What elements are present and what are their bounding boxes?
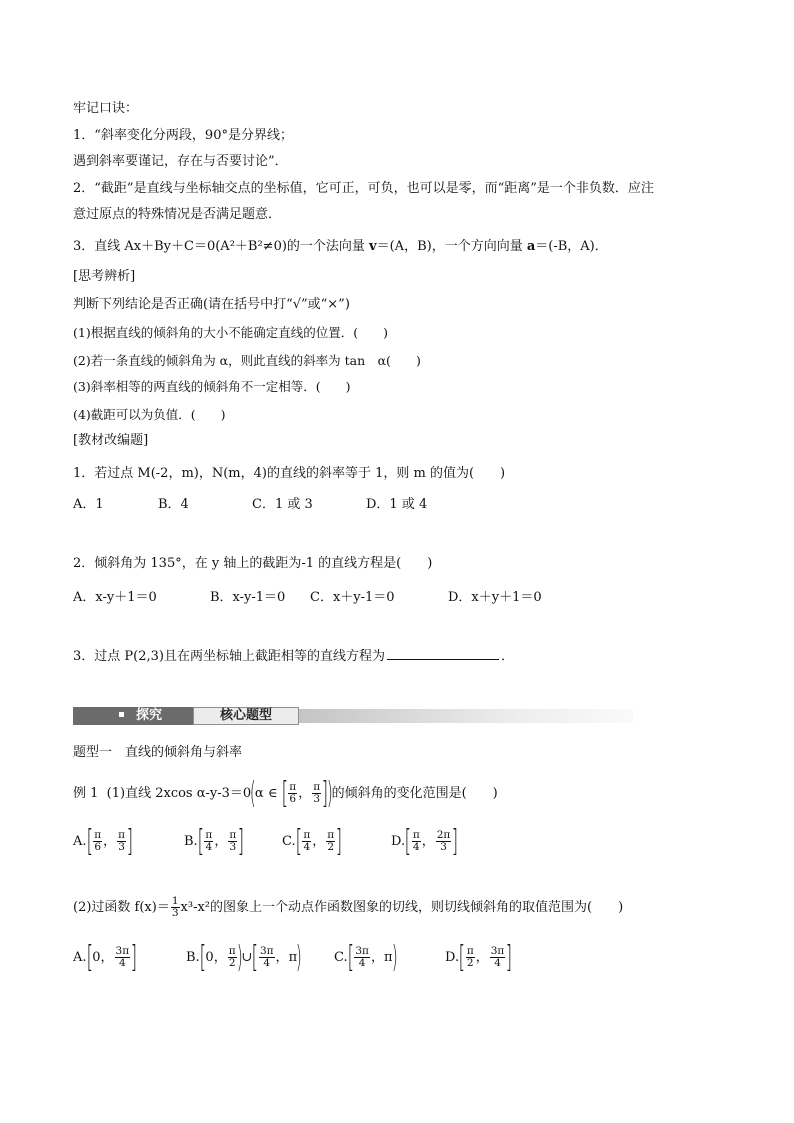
banner-tab-explore <box>73 707 193 725</box>
section-banner <box>73 707 633 727</box>
think-intro: 判断下列结论是否正确(请在括号中打“√”或“×”) <box>73 297 350 312</box>
part-1-option-c: C.[ $\frac{\pi}{4}$ ， $\frac{\pi}{2}$ ] <box>282 823 343 859</box>
mnemonic-item-1-line-1: 1．“斜率变化分两段，90°是分界线； <box>73 128 293 143</box>
fraction-one-third: $\frac{1}{3}$ <box>171 895 179 919</box>
paren-close: ) <box>326 775 333 811</box>
bracket-close: ] <box>321 775 329 811</box>
question-1-option-c: C．1 或 3 <box>252 497 313 512</box>
part-2-option-b: B.[0， $\frac{\pi}{2}$ )∪[ $\frac{3\pi}{4}$ ，π) <box>186 939 302 975</box>
think-item-3: (3)斜率相等的两直线的倾斜角不一定相等．( ) <box>73 379 351 394</box>
question-3-end: ． <box>500 649 514 664</box>
fraction-pi-over-6: $\frac{\pi}{6}$ <box>289 781 297 805</box>
question-2-option-b: B．x-y-1＝0 <box>210 590 286 605</box>
mnemonic-item-2-line-2: 意过原点的特殊情况是否满足题意． <box>73 207 282 222</box>
think-item-4: (4)截距可以为负值．( ) <box>73 407 226 422</box>
question-1-option-a: A．1 <box>73 497 104 512</box>
example-1-part-1-pre: (1)直线 2xcos α-y-3＝0 <box>106 786 252 801</box>
fraction-pi-over-3: $\frac{\pi}{3}$ <box>313 781 321 805</box>
example-1-part-1-post: 的倾斜角的变化范围是( ) <box>331 786 498 801</box>
direction-vector-symbol: a <box>526 239 536 254</box>
question-1-stem: 1．若过点 M(-2，m)，N(m，4)的直线的斜率等于 1，则 m 的值为( ) <box>73 466 506 481</box>
mnemonic-item-1-line-2: 遇到斜率要谨记，存在与否要讨论”． <box>73 154 288 169</box>
question-3 <box>73 647 514 666</box>
mnemonic-heading: 牢记口诀： <box>73 101 139 116</box>
answer-blank[interactable] <box>387 647 499 660</box>
think-item-2: (2)若一条直线的倾斜角为 α，则此直线的斜率为 tan α( ) <box>73 353 421 368</box>
example-1-part-2-post: x³-x²的图象上一个动点作函数图象的切线，则切线倾斜角的取值范围为( ) <box>180 900 624 915</box>
example-1-part-1 <box>73 775 498 811</box>
bracket-open: [ <box>281 775 288 811</box>
part-2-option-c: C.[ $\frac{3\pi}{4}$ ，π) <box>334 939 398 975</box>
comma: ， <box>298 786 312 801</box>
mnemonic-item-3-post: ＝(-B，A)． <box>535 239 608 254</box>
example-1-part-2-pre: (2)过函数 f(x)＝ <box>73 900 170 915</box>
question-2-option-d: D．x＋y＋1＝0 <box>448 590 542 605</box>
question-2-option-c: C．x＋y-1＝0 <box>310 590 395 605</box>
mnemonic-item-2-line-1: 2．“截距”是直线与坐标轴交点的坐标值，它可正，可负，也可以是零，而“距离”是一个非负数．应注 <box>73 181 654 196</box>
banner-tab-core-types: 核心题型 <box>193 707 299 725</box>
example-1-part-2 <box>73 893 623 923</box>
normal-vector-symbol: v <box>369 239 377 254</box>
alpha-in: α ∈ <box>254 786 282 801</box>
type-1-heading: 题型一 直线的倾斜角与斜率 <box>73 745 243 760</box>
think-heading: [思考辨析] <box>73 269 136 284</box>
square-bullet-icon <box>119 712 124 717</box>
question-1-option-b: B．4 <box>158 497 189 512</box>
part-1-option-b: B.[ $\frac{\pi}{4}$ ， $\frac{\pi}{3}$ ] <box>184 823 245 859</box>
part-1-option-a: A.[ $\frac{\pi}{6}$ ， $\frac{\pi}{3}$ ] <box>73 823 134 859</box>
paren-open: ( <box>250 775 256 811</box>
question-2-stem: 2．倾斜角为 135°，在 y 轴上的截距为-1 的直线方程是( ) <box>73 556 433 571</box>
question-1-option-d: D．1 或 4 <box>366 497 428 512</box>
mnemonic-item-3-mid: ＝(A，B)，一个方向向量 <box>376 239 527 254</box>
banner-tab-explore-label: 探究 <box>136 708 163 723</box>
part-1-option-d: D.[ $\frac{\pi}{4}$ ， $\frac{2\pi}{3}$ ] <box>391 823 459 859</box>
think-item-1: (1)根据直线的倾斜角的大小不能确定直线的位置．( ) <box>73 325 388 340</box>
part-2-option-a: A.[0， $\frac{3\pi}{4}$ ] <box>73 939 138 975</box>
mnemonic-item-3-pre: 3．直线 Ax＋By＋C＝0(A²＋B²≠0)的一个法向量 <box>73 239 370 254</box>
question-2-option-a: A．x-y＋1＝0 <box>73 590 157 605</box>
example-1-label: 例 1 <box>73 786 99 801</box>
mnemonic-item-3 <box>73 238 608 256</box>
question-3-stem: 3．过点 P(2,3)且在两坐标轴上截距相等的直线方程为 <box>73 649 385 664</box>
textbook-heading: [教材改编题] <box>73 433 149 448</box>
part-2-option-d: D.[ $\frac{\pi}{2}$ ， $\frac{3\pi}{4}$ ] <box>445 939 513 975</box>
